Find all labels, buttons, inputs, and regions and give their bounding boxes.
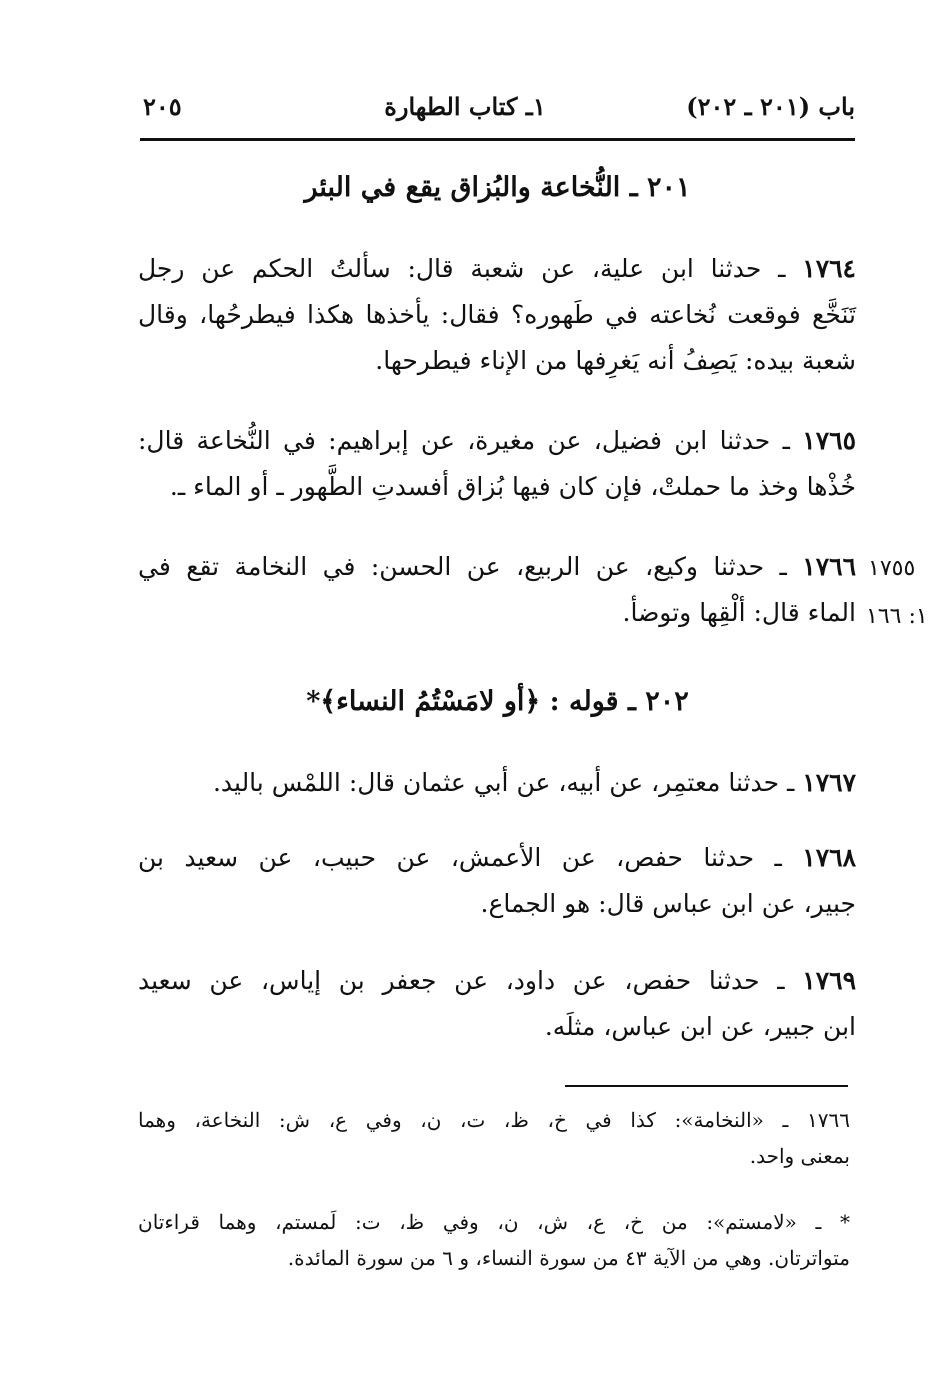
hadith-line (138, 544, 856, 590)
footnote-line: * ـ «لامستم»: من خ، ع، ش، ن، وفي ظ، ت: لَمستم، وهما قراءتان (138, 1210, 850, 1234)
hadith-number: ١٧٦٨ (802, 843, 856, 872)
hadith-text: ـ حدثنا معتمِر، عن أبيه، عن أبي عثمان قال: اللمْس باليد. (212, 768, 795, 797)
hadith-line: جبير، عن ابن عباس قال: هو الجماع. (480, 889, 856, 918)
hadith-1764 (138, 246, 856, 384)
hadith-line: ابن جبير، عن ابن عباس، مثلَه. (544, 1012, 856, 1041)
hadith-text: ـ حدثنا حفص، عن الأعمش، عن حبيب، عن سعيد بن (138, 843, 782, 872)
hadith-line: تَنَخَّع فوقعت نُخاعته في طَهوره؟ فقال: يأخذها هكذا فيطرحُها، وقال (138, 300, 856, 329)
header-book-title: ١ـ كتاب الطهارة (384, 92, 546, 121)
hadith-number: ١٧٦٦ (802, 552, 856, 581)
header-rule (140, 138, 855, 141)
hadith-line (138, 835, 856, 881)
hadith-line (138, 418, 856, 464)
section-heading-202: ٢٠٢ ـ قوله : ﴿أو لامَسْتُمُ النساء﴾* (306, 686, 689, 717)
footnote-lamastum (138, 1204, 850, 1276)
hadith-line (138, 246, 856, 292)
hadith-number: ١٧٦٤ (802, 254, 856, 283)
hadith-number: ١٧٦٧ (802, 768, 856, 797)
hadith-number: ١٧٦٥ (802, 426, 856, 455)
footnote-line: متواترتان. وهي من الآية ٤٣ من سورة النساء، و ٦ من سورة المائدة. (287, 1246, 850, 1270)
hadith-1765 (138, 418, 856, 510)
footnote-1766 (138, 1102, 850, 1174)
header-chapter-range: باب (٢٠١ ـ ٢٠٢) (686, 92, 855, 121)
hadith-text: ـ حدثنا ابن علية، عن شعبة قال: سألتُ الحكم عن رجل (138, 254, 786, 283)
footnote-line: ١٧٦٦ ـ «النخامة»: كذا في خ، ظ، ت، ن، وفي ع، ش: النخاعة، وهما (138, 1108, 850, 1132)
hadith-line: شعبة بيده: يَصِفُ أنه يَغرِفها من الإناء فيطرحها. (375, 346, 856, 375)
section-heading-201: ٢٠١ ـ النُّخاعة والبُزاق يقع في البئر (304, 172, 691, 203)
hadith-1766 (138, 544, 856, 636)
header-page-number: ٢٠٥ (143, 92, 182, 121)
hadith-number: ١٧٦٩ (802, 966, 856, 995)
margin-ref-citation: ١: ١٦٦ (866, 604, 928, 629)
hadith-line: خُذْها وخذ ما حملتْ، فإن كان فيها بُزاق أفسدتِ الطَّهور ـ أو الماء ـ. (169, 472, 856, 501)
footnote-rule (565, 1085, 848, 1087)
hadith-1768 (138, 835, 856, 927)
hadith-text: ـ حدثنا وكيع، عن الربيع، عن الحسن: في النخامة تقع في (138, 552, 787, 581)
hadith-line (138, 958, 856, 1004)
hadith-text: ـ حدثنا ابن فضيل، عن مغيرة، عن إبراهيم: في النُّخاعة قال: (138, 426, 790, 455)
footnote-line: بمعنى واحد. (749, 1144, 850, 1168)
hadith-text: ـ حدثنا حفص، عن داود، عن جعفر بن إياس، عن سعيد (138, 966, 785, 995)
margin-ref-number: ١٧٥٥ (868, 556, 916, 581)
hadith-line: الماء قال: ألْقِها وتوضأ. (622, 598, 856, 627)
hadith-1769 (138, 958, 856, 1050)
hadith-line (138, 760, 856, 806)
hadith-1767 (138, 760, 856, 806)
